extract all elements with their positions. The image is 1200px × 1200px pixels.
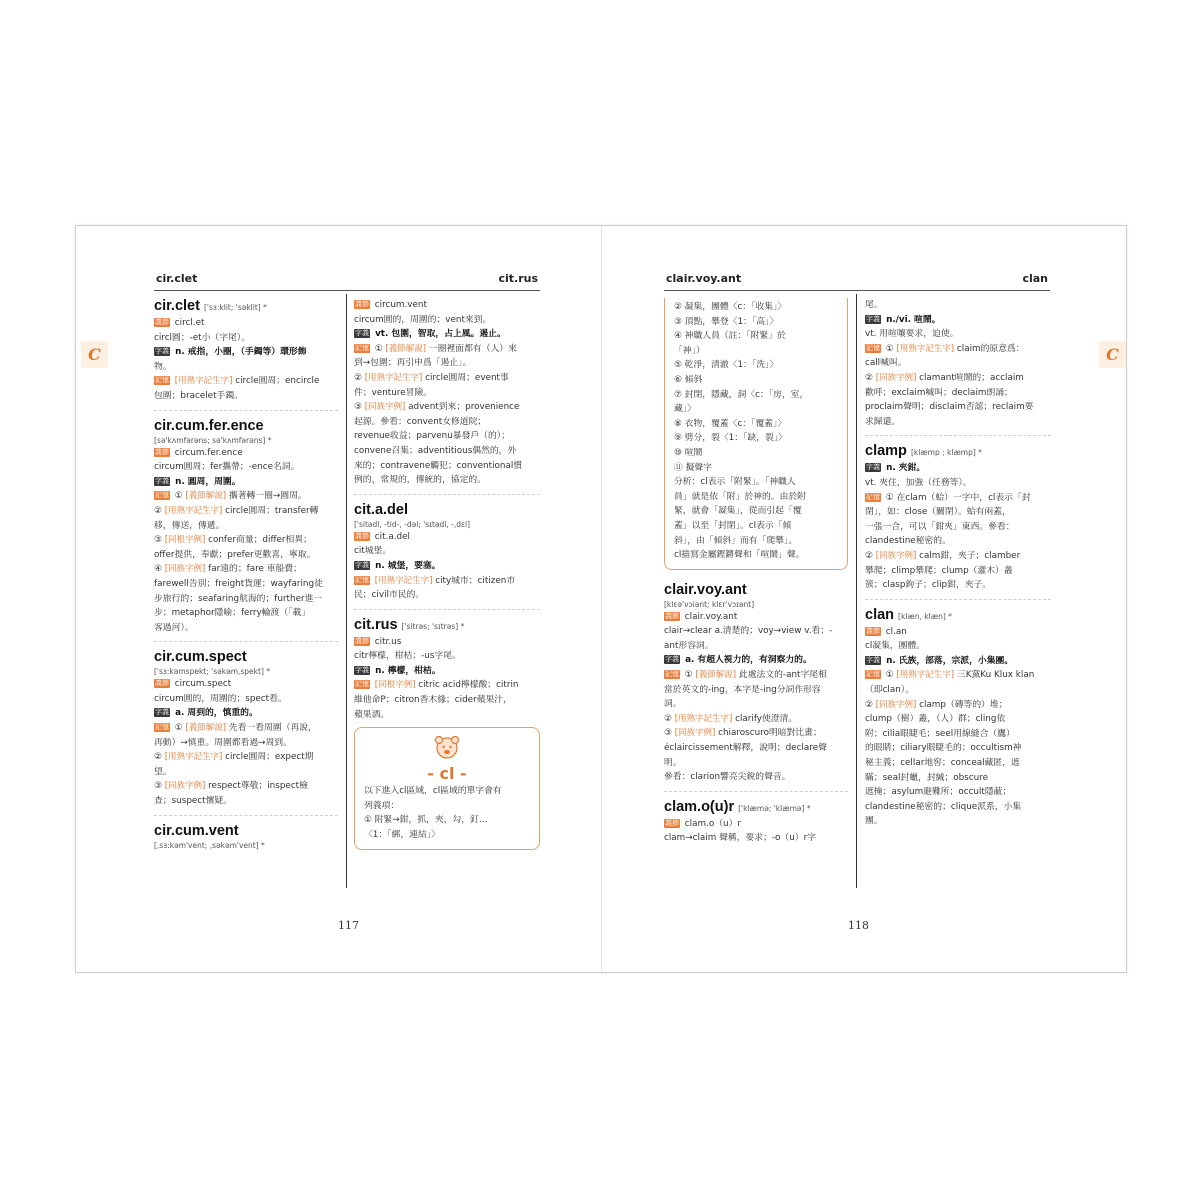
right-column-divider [856, 294, 857, 888]
right-header-rule [664, 290, 1050, 291]
entry-line: 簇；clasp鉤子；clip鉗，夾子。 [865, 580, 992, 591]
entry-line: citr檸檬，柑桔；-us字尾。 [354, 651, 461, 662]
entry-line: clump（樹）叢，（人）群；cling依 [865, 714, 1006, 725]
label-tag: 義節 [355, 636, 369, 645]
label-tag: 字義 [665, 655, 679, 664]
entry-headword: clair.voy.ant [664, 581, 747, 598]
entry-line: revenue收益；parvenu暴發戶（的）； [354, 431, 510, 442]
cl-section-title: - cl - [427, 764, 467, 784]
label-tag: [用熟字記生字] [674, 713, 733, 724]
entry-line: 記憶 ① [義節解說] 先看一看周圍（再說， [155, 723, 317, 734]
entry-line: cl凝集，團體。 [865, 641, 926, 652]
right-thumb-tab: C [1099, 341, 1126, 368]
entry-line: offer提供，奉獻；prefer更歡喜，寧取。 [154, 549, 316, 560]
entry-line: 緊，就會「凝集」，從而引起「覆 [674, 506, 802, 517]
label-tag: [同族字例] [875, 550, 917, 561]
entry-line: 字義 n./vi. 喧鬧。 [866, 314, 941, 325]
entry-line: 詞。 [664, 699, 682, 710]
entry-line: 〈1：「綁，連結」〉 [364, 830, 440, 841]
entry-line: 義節 citr.us [355, 636, 402, 647]
dictionary-entry [354, 298, 540, 495]
entry-line: 尾。 [865, 300, 883, 310]
label-tag: 記憶 [866, 492, 880, 501]
entry-line: circum圓的，周圍的；vent來到。 [354, 314, 492, 325]
entry-line: 包圍；bracelet手鐲。 [154, 390, 243, 401]
entry-pronunciation: ['klæmə; 'klæmə] * [738, 803, 811, 813]
entry-line: 字義 n. 檸檬，柑桔。 [355, 665, 441, 676]
label-tag: 字義 [355, 560, 369, 569]
entry-line: circl圓；-et小（字尾）。 [154, 332, 250, 343]
label-tag: [同族字例] [875, 372, 917, 383]
entry-line: 字義 n. 城堡，要塞。 [355, 560, 441, 571]
entry-line: 斜」，由「傾斜」而有「爬攀」。 [674, 535, 798, 546]
entry-line: 求歸還。 [865, 416, 901, 427]
entry-line: circum圓的，周圍的；spect看。 [154, 693, 287, 704]
entry-line: convene召集；adventitious偶然的，外 [354, 445, 517, 456]
entry-headword: cir.clet ['sɜ:klit; 'səklit] * [154, 298, 267, 314]
entry-line: 義節 clair.voy.ant [665, 611, 738, 622]
entry-line: ⑧ 衣物，覆蓋〈c：「覆蓋」〉 [674, 418, 787, 429]
label-tag: 字義 [155, 347, 169, 356]
entry-line: ② [用熟字記生字] clarify使澄清。 [664, 713, 798, 724]
entry-line: ⑦ 封閉，隱藏，洞〈c：「房，室， [674, 389, 809, 400]
entry-line: ⑥ 傾斜 [674, 374, 703, 385]
entry-line: 藏」〉 [674, 404, 696, 415]
entry-headword: cir.cum.spect [154, 649, 247, 666]
dictionary-entry [154, 649, 338, 815]
dictionary-entry [865, 443, 1051, 599]
label-tag: [同族字例] [164, 564, 206, 575]
bear-icon [364, 734, 530, 764]
label-tag: 記憶 [355, 680, 369, 689]
dictionary-entry [154, 298, 338, 411]
label-tag: 記憶 [665, 670, 679, 679]
entry-line: 義節 cit.a.del [355, 531, 410, 542]
entry-line: 物。 [154, 361, 172, 372]
entry-line: ② 凝集，團體〈c：「收集」〉 [674, 302, 787, 312]
left-page-column-2 [354, 298, 540, 898]
entry-line: 的眼睛；ciliary眼睫毛的；occultism神 [865, 743, 1022, 754]
left-header-guideword-last: cit.rus [498, 272, 538, 285]
entry-headword: clamp [klæmp ; klæmp] * [865, 443, 982, 460]
entry-line: 義節 circl.et [155, 318, 205, 328]
entry-line: call喊叫。 [865, 358, 907, 369]
label-tag: [用熟字記生字] [374, 575, 433, 586]
label-tag: 字義 [355, 329, 369, 338]
book-gutter [601, 226, 602, 972]
label-tag: 記憶 [355, 575, 369, 584]
entry-line: 團。 [865, 816, 883, 827]
label-tag: [用熟字記生字] [164, 505, 223, 516]
entry-line: 再動）→慎重。周圍都看過→周到。 [154, 737, 292, 748]
entry-line: 件；venture冒險。 [354, 387, 433, 398]
entry-headword: clam.o(u)r ['klæmə; 'klæmə] * [664, 798, 811, 815]
label-tag: [用熟字記生字] [896, 343, 955, 354]
entry-line: ② [同族字例] clamant喧鬧的；acclaim [865, 372, 1024, 383]
left-header-rule [154, 290, 540, 291]
entry-line: 移，傳送，傳遞。 [154, 520, 225, 531]
entry-line: 望。 [154, 766, 172, 777]
cl-section-box-continued [664, 298, 848, 570]
entry-line: 義節 circum.vent [355, 300, 427, 310]
entry-line: ② [同族字例] calm鉗，夾子；clamber [865, 550, 1021, 561]
entry-line: 秘主義；cellar地窖；conceal藏匿，遮 [865, 758, 1020, 769]
entry-line: 記憶 [用熟字記生字] city城市；citizen市 [355, 575, 516, 586]
left-thumb-tab: C [81, 341, 108, 368]
label-tag: [義節解說] [385, 343, 427, 354]
entry-line: vt. 用喧嚷要求，迫使。 [865, 329, 959, 340]
entry-line: 民；civil市民的。 [354, 590, 425, 601]
label-tag: 記憶 [155, 491, 169, 500]
entry-headword: cit.rus ['sitrəs; 'sɪtrəs] * [354, 616, 465, 633]
cl-section-box [354, 727, 540, 849]
entry-headword: cir.cum.fer.ence [154, 417, 264, 434]
entry-line: 列義項： [364, 800, 400, 811]
entry-line: ⑨ 劈分，裂〈1：「缺，裂」〉 [674, 433, 788, 444]
label-tag: 字義 [866, 655, 880, 664]
entry-line: 義節 clam.o（u）r [665, 818, 742, 829]
label-tag: [同族字例] [875, 699, 917, 710]
entry-line: 起源。參看：convent女修道院； [354, 416, 487, 427]
label-tag: 字義 [866, 314, 880, 323]
entry-line: 字義 n. 夾鉗。 [866, 463, 926, 474]
entry-line: ③ [同根字例] confer商量；differ相異； [154, 535, 312, 546]
entry-line: 明。 [664, 757, 682, 768]
entry-line: ② [用熟字記生字] circle圓周；event事 [354, 372, 509, 383]
entry-line: 「神」） [674, 345, 705, 356]
entry-headword: cir.cum.vent [154, 822, 239, 839]
book-spread [75, 225, 1127, 973]
entry-line: 攀爬；climp攀爬；clump（灌木）叢 [865, 565, 1013, 576]
entry-line: 查；suspect懷疑。 [154, 796, 233, 807]
left-page-column-1 [154, 298, 338, 898]
entry-line: 步；metaphor隱喻；ferry輪渡（「載」 [154, 608, 311, 619]
right-page-column-2 [865, 298, 1051, 898]
label-tag: [義節解說] [185, 723, 227, 734]
entry-line: éclaircissement解釋，說明；declare聲 [664, 743, 827, 754]
label-tag: 義節 [665, 818, 679, 827]
entry-pronunciation: ['sɜ:klit; 'səklit] * [203, 303, 267, 312]
entry-pronunciation: ['sɜ:kəmspekt; 'səkəm,spekt] * [154, 667, 271, 677]
dictionary-entry [154, 418, 338, 643]
label-tag: 字義 [866, 463, 880, 472]
label-tag: [用熟字記生字] [164, 752, 223, 763]
entry-pronunciation: [klεə'vɔiənt; klεr'vɔɪənt] [664, 599, 755, 609]
entry-line: 當於英文的-ing，本字是-ing分詞作形容 [664, 684, 821, 695]
entry-line: ③ [同族字例] chiaroscuro明暗對比畫； [664, 728, 822, 739]
entry-line: 字義 n. 戒指，小圈，（手鐲等）環形飾 [155, 347, 307, 358]
entry-line: 員」就是依「附」於神的。由於附 [674, 491, 806, 502]
entry-line: 記憶 ① [用熟字記生字] claim的原意爲： [866, 343, 1025, 354]
entry-line: 瞞；seal封蠟，封緘；obscure [865, 772, 989, 783]
entry-line: 記憶 ① [用熟字記生字] 三K黨Ku Klux klan [866, 670, 1035, 681]
label-tag: [義節解說] [695, 670, 737, 681]
entry-line: ③ 頂點，攀登〈1：「高」〉 [674, 316, 779, 327]
label-tag: [義節解說] [185, 491, 227, 502]
entry-line: 參看：clarion響亮尖銳的聲音。 [664, 772, 791, 783]
label-tag: 記憶 [866, 670, 880, 679]
entry-line: 來的；contravene觸犯；conventional慣 [354, 460, 523, 471]
entry-pronunciation: [klæmp ; klæmp] * [910, 448, 982, 458]
label-tag: 義節 [155, 318, 169, 326]
left-header-guideword-first: cir.clet [156, 272, 198, 285]
entry-line: ④ 神職人員（註：「附緊」於 [674, 331, 786, 342]
entry-line: 記憶 ① [義節解說] 此處法文的-ant字尾相 [665, 670, 827, 681]
entry-line: 字義 n. 圓周，周圍。 [155, 476, 241, 487]
entry-line: 記憶 ① 在clam（蛤）一字中，cl表示「封 [866, 492, 1031, 503]
label-tag: 記憶 [155, 723, 169, 732]
right-header-guideword-last: clan [1022, 272, 1048, 285]
entry-line: 閉」，如：close（關閉）。蛤有兩蓋， [865, 507, 1011, 518]
right-page-column-1 [664, 298, 848, 898]
dictionary-entry [664, 799, 848, 846]
entry-line: 義節 circum.fer.ence [155, 447, 243, 458]
entry-line: 義節 circum.spect [155, 679, 232, 690]
entry-line: clam→claim 聲稱，要求；-o（u）r字 [664, 833, 817, 844]
label-tag: 字義 [155, 708, 169, 717]
entry-line: 記憶 [用熟字記生字] circle圓周；encircle [155, 376, 320, 387]
entry-headword: cit.a.del [354, 501, 408, 518]
dictionary-entry [354, 617, 540, 723]
entry-line: cl描寫金屬鏗鏘聲和「喧鬧」聲。 [674, 550, 805, 561]
entry-pronunciation: ['sitədl, -tid-, -dəl; 'sɪtədl, -,dɛl] [354, 519, 471, 529]
entry-line: clair→clear a.清楚的；voy→view v.看；- [664, 626, 833, 637]
label-tag: [同族字例] [364, 402, 406, 413]
entry-line: 歡呼；exclaim喊叫；declaim朗誦； [865, 387, 1013, 398]
dictionary-entry [154, 823, 338, 851]
right-page-number: 118 [848, 919, 869, 932]
entry-line: 蓋」以至「封閉」。cl表示「傾 [674, 520, 792, 531]
label-tag: 義節 [665, 611, 679, 620]
entry-line: 遮掩；asylum避難所；occult隱蔽； [865, 787, 1012, 798]
entry-line: ⑩ 喧鬧 [674, 447, 703, 458]
entry-line: 義節 cl.an [866, 626, 907, 637]
entry-line: ② [用熟字記生字] circle圓周；expect期 [154, 752, 314, 763]
entry-line: ③ [同族字例] respect尊敬；inspect檢 [154, 781, 308, 792]
entry-pronunciation: ['sitrəs; 'sɪtrəs] * [401, 621, 465, 631]
label-tag: [同根字例] [374, 680, 416, 691]
label-tag: 義節 [155, 447, 169, 456]
label-tag: [同族字例] [164, 781, 206, 792]
entry-line: clandestine秘密的；clique派系，小集 [865, 801, 1022, 812]
label-tag: 記憶 [355, 343, 369, 352]
entry-line: ② [同族字例] clamp（磚等的）堆； [865, 699, 1008, 710]
entry-pronunciation: [,sɜ:kəm'vent; ,səkəm'vent] * [154, 840, 265, 850]
label-tag: 記憶 [866, 343, 880, 352]
entry-line: ① 附緊→鉗，抓，夾，勾，釘… [364, 815, 488, 826]
entry-line: cit城堡。 [354, 546, 392, 557]
entry-line: vt. 夾住，加強（任務等）。 [865, 477, 972, 488]
entry-line: 蘋果酒。 [354, 709, 390, 720]
label-tag: 義節 [866, 626, 880, 635]
entry-line: 字義 n. 氏族，部落，宗派，小集團。 [866, 655, 1014, 666]
entry-line: 以下進入cl區域，cl區域的單字會有 [364, 786, 502, 797]
entry-line: 記憶 ① [義節解說] 攜著轉一圈→圓周。 [155, 491, 307, 502]
entry-line: ⑤ 乾淨，清澈〈1：「洗」〉 [674, 360, 779, 371]
label-tag: [同根字例] [164, 535, 206, 546]
entry-line: 字義 a. 有超人視力的，有洞察力的。 [665, 655, 812, 666]
label-tag: [用熟字記生字] [896, 670, 955, 681]
entry-pronunciation: [klæn, klæn] * [898, 611, 952, 621]
dictionary-entry [664, 582, 848, 792]
entry-line: 字義 vt. 包圍，智取，占上風。遏止。 [355, 329, 506, 340]
entry-line: proclaim聲明；disclaim否認；reclaim要 [865, 402, 1034, 413]
entry-line: 例的，常規的，傳統的，協定的。 [354, 475, 486, 486]
left-page-number: 117 [338, 919, 359, 932]
entry-line: ② [用熟字記生字] circle圓周；transfer轉 [154, 505, 319, 516]
entry-line: 維他命P；citron香木緣；cider蘋果汁， [354, 695, 512, 706]
left-column-divider [346, 294, 347, 888]
label-tag: [用熟字記生字] [174, 376, 233, 387]
label-tag: 字義 [155, 476, 169, 485]
label-tag: 字義 [355, 665, 369, 674]
entry-line: ④ [同族字例] far遠的；fare 車船費； [154, 564, 302, 575]
entry-line: 一張一合，可以「鉗夾」東西。參看： [865, 521, 1015, 532]
entry-line: 記憶 [同根字例] citric acid檸檬酸；citrin [355, 680, 519, 691]
dictionary-entry [865, 607, 1051, 829]
dictionary-entry [865, 298, 1051, 436]
entry-line: ⑪ 擬聲字 [674, 462, 712, 473]
entry-line: （即clan）。 [865, 685, 915, 696]
entry-line: 記憶 ① [義節解說] 一圈裡面都有（人）來 [355, 343, 517, 354]
entry-line: 客過河）。 [154, 622, 194, 633]
label-tag: [用熟字記生字] [364, 372, 423, 383]
label-tag: 記憶 [155, 376, 169, 385]
dictionary-entry [354, 502, 540, 610]
label-tag: 義節 [355, 300, 369, 308]
entry-line: ③ [同族字例] advent到來；provenience [354, 402, 520, 413]
entry-pronunciation: [sə'kʌmfərəns; sə'kʌmfərəns] * [154, 435, 272, 445]
entry-line: 字義 a. 周到的，慎重的。 [155, 708, 258, 719]
right-header-guideword-first: clair.voy.ant [666, 272, 742, 285]
entry-line: 附；cilia眼睫毛；seel用線縫合（鷹） [865, 728, 1015, 739]
entry-line: 步旅行的；seafaring航海的；further進一 [154, 593, 323, 604]
label-tag: [同族字例] [674, 728, 716, 739]
label-tag: 義節 [355, 531, 369, 540]
entry-line: circum圓周；fer攜帶；-ence名詞。 [154, 462, 300, 473]
entry-headword: clan [klæn, klæn] * [865, 606, 952, 623]
entry-line: 到→包圍；再引申爲「遏止」。 [354, 358, 472, 369]
entry-line: farewell告別；freight貨運；wayfaring徒 [154, 578, 323, 589]
entry-line: ant形容詞。 [664, 640, 714, 651]
label-tag: 義節 [155, 679, 169, 688]
entry-line: clandestine秘密的。 [865, 536, 951, 547]
entry-line: 分析：cl表示「附緊」。「神職人 [674, 477, 796, 488]
